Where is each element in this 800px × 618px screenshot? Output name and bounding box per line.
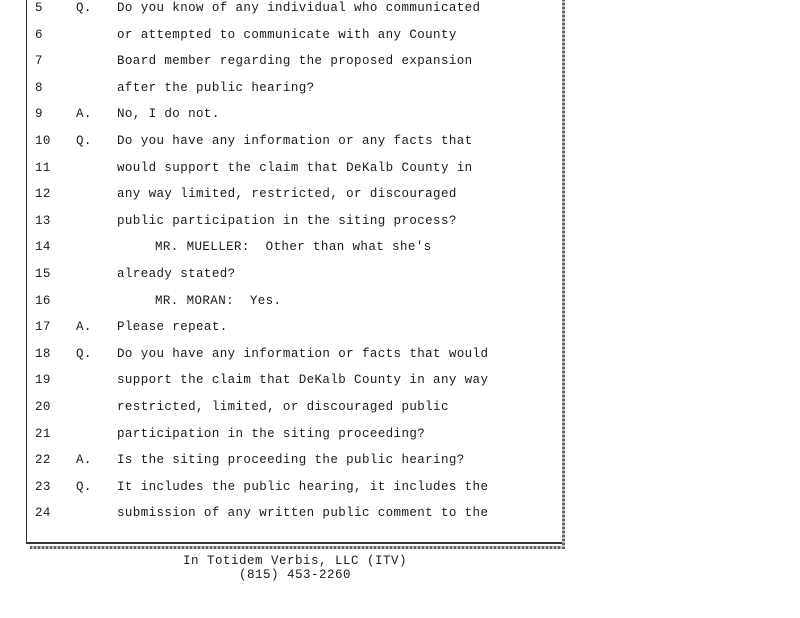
line-text: MR. MORAN: Yes. [155,293,282,308]
line-number: 22 [35,453,51,468]
page-right-shadow [562,0,565,549]
transcript-line [0,158,560,178]
line-text: Do you know of any individual who communicated [117,1,481,15]
line-number: 12 [35,187,51,202]
speaker-marker: A. [76,320,92,335]
line-number: 5 [35,1,43,15]
line-number: 8 [35,80,43,95]
page-bottom-shadow [30,546,564,549]
line-text: No, I do not. [117,107,220,122]
speaker-marker: A. [76,453,92,468]
line-text: Do you have any information or any facts that [117,134,473,148]
transcript-line [0,291,560,311]
speaker-marker: Q. [76,1,92,15]
footer-phone: (815) 453-2260 [238,568,352,582]
transcript-line [0,503,560,523]
transcript-line [0,477,560,497]
line-number: 9 [35,107,43,122]
transcript-line [0,104,560,124]
transcript-line [0,78,560,98]
line-text: already stated? [117,267,236,281]
line-number: 17 [35,320,51,335]
line-text: any way limited, restricted, or discouraged [117,187,457,202]
line-number: 14 [35,240,51,255]
transcript-line [0,0,560,18]
line-text: public participation in the siting process? [117,213,457,228]
line-number: 6 [35,27,43,42]
line-number: 20 [35,400,51,414]
transcript-line [0,131,560,151]
speaker-marker: Q. [76,479,92,494]
transcript-line [0,237,560,257]
line-text: Please repeat. [117,320,228,335]
line-number: 15 [35,267,51,281]
transcript-line [0,344,560,364]
line-text: It includes the public hearing, it includes the [117,479,489,494]
speaker-marker: Q. [76,134,92,148]
transcript-line [0,264,560,284]
line-text: or attempted to communicate with any County [117,27,457,42]
line-number: 11 [35,160,51,175]
transcript-line [0,397,560,417]
transcript-line [0,450,560,470]
footer-company: In Totidem Verbis, LLC (ITV) [182,554,408,568]
transcript-line [0,211,560,231]
speaker-marker: Q. [76,346,92,361]
transcript-line [0,184,560,204]
line-text: restricted, limited, or discouraged public [117,400,449,414]
transcript-line [0,51,560,71]
line-text: Do you have any information or facts that would [117,346,489,361]
line-number: 24 [35,506,51,521]
line-number: 23 [35,479,51,494]
line-text: after the public hearing? [117,80,315,95]
line-number: 16 [35,293,51,308]
line-text: MR. MUELLER: Other than what she's [155,240,432,255]
speaker-marker: A. [76,107,92,122]
line-text: Is the siting proceeding the public hearing? [117,453,465,468]
line-number: 21 [35,426,51,441]
transcript-line [0,25,560,45]
line-number: 7 [35,54,43,69]
line-number: 19 [35,373,51,388]
line-text: participation in the siting proceeding? [117,426,426,441]
line-text: support the claim that DeKalb County in any way [117,373,489,388]
transcript-line [0,424,560,444]
transcript-line [0,370,560,390]
line-number: 13 [35,213,51,228]
line-text: would support the claim that DeKalb County in [117,160,473,175]
line-number: 10 [35,134,51,148]
line-number: 18 [35,346,51,361]
transcript-line [0,317,560,337]
line-text: Board member regarding the proposed expansion [117,54,473,69]
line-text: submission of any written public comment to the [117,506,489,521]
